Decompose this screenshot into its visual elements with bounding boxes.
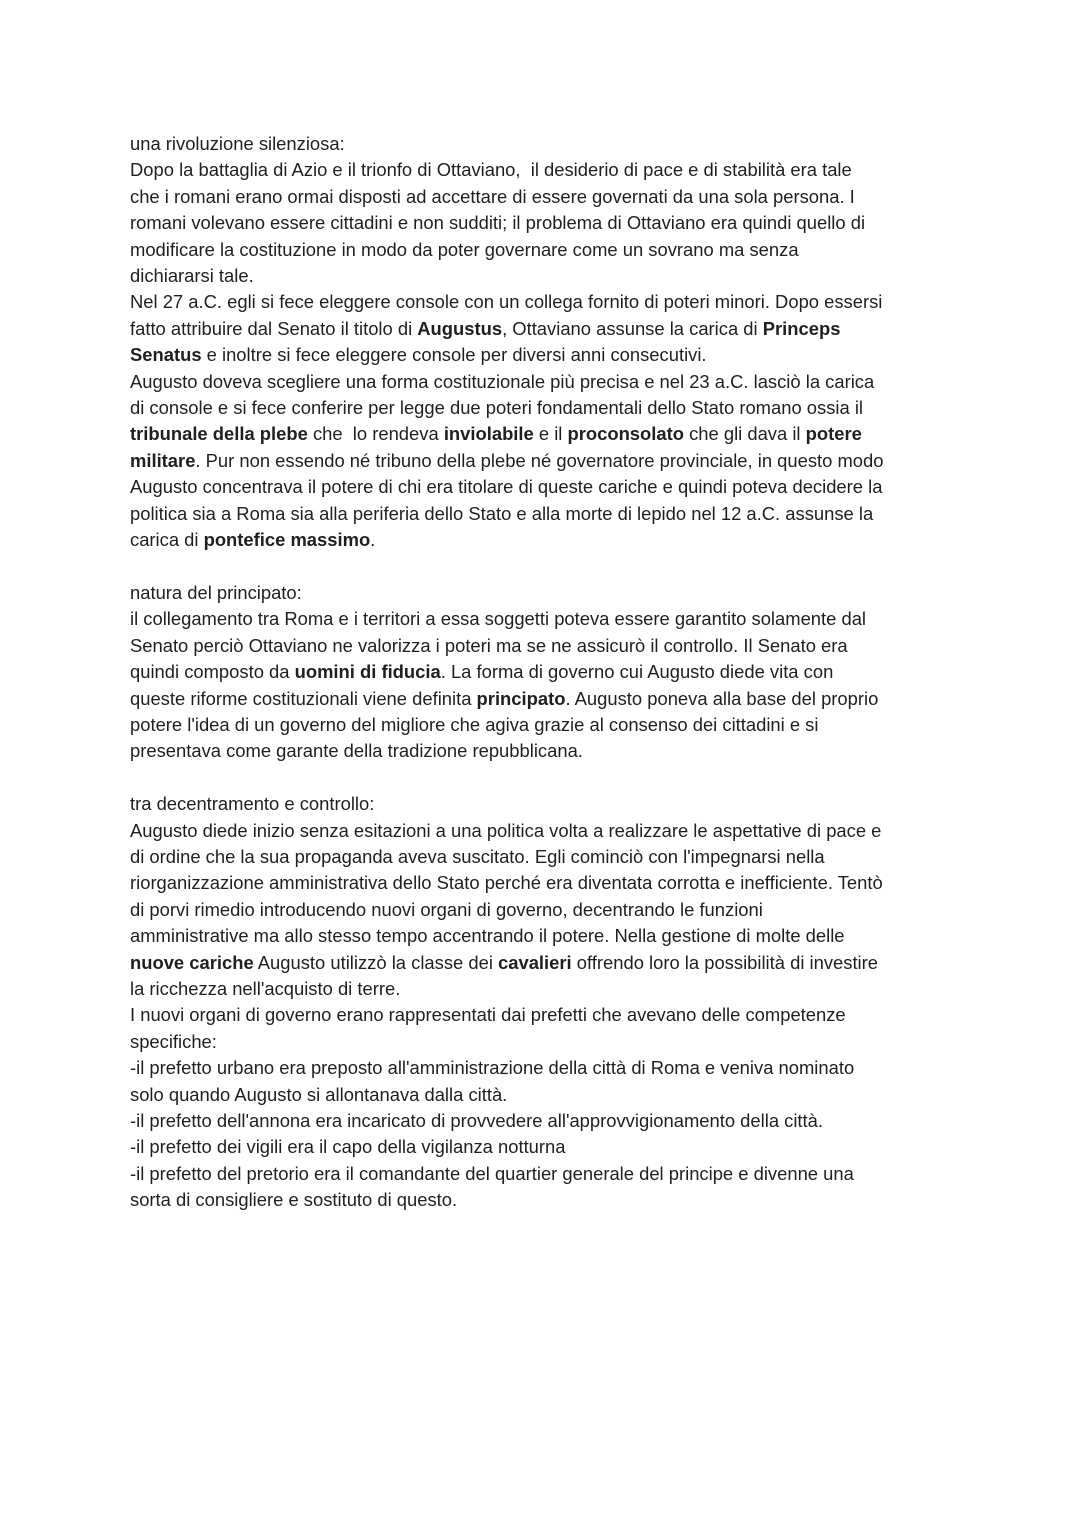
bold-term: cavalieri (498, 951, 572, 973)
text-line (130, 844, 960, 870)
text-segment: Augusto diede inizio senza esitazioni a una politica volta a realizzare le aspettative di pace e (130, 819, 882, 841)
text-segment: . (370, 529, 376, 551)
bold-term: Princeps (762, 317, 841, 339)
text-segment: politica sia a Roma sia alla periferia dello Stato e alla morte di lepido nel 12 a.C. assunse la (130, 502, 874, 524)
text-segment: solo quando Augusto si allontanava dalla città. (130, 1083, 508, 1105)
text-segment: romani volevano essere cittadini e non sudditi; il problema di Ottaviano era quindi quello di (130, 212, 866, 234)
text-segment: dichiararsi tale. (130, 265, 254, 287)
text-line (130, 738, 960, 764)
text-segment: tra decentramento e controllo: (130, 793, 375, 815)
text-line (130, 527, 960, 553)
text-line (130, 237, 960, 263)
text-segment: quindi composto da (130, 661, 295, 683)
text-segment: Senato perciò Ottaviano ne valorizza i poteri ma se ne assicurò il controllo. Il Senato era (130, 634, 848, 656)
text-line (130, 976, 960, 1002)
text-line (130, 1187, 960, 1213)
text-line (130, 421, 960, 447)
text-line (130, 474, 960, 500)
text-line (130, 210, 960, 236)
bold-term: proconsolato (567, 423, 684, 445)
bold-term: Senatus (130, 344, 202, 366)
text-line (130, 184, 960, 210)
bold-term: militare (130, 449, 196, 471)
text-line (130, 448, 960, 474)
text-line (130, 1108, 960, 1134)
text-line (130, 606, 960, 632)
text-line (130, 950, 960, 976)
text-segment: la ricchezza nell'acquisto di terre. (130, 977, 401, 999)
section-natura-del-principato (130, 580, 960, 765)
text-line (130, 342, 960, 368)
text-line (130, 659, 960, 685)
text-line (130, 712, 960, 738)
text-segment: amministrative ma allo stesso tempo accentrando il potere. Nella gestione di molte delle (130, 925, 845, 947)
section-rivoluzione-silenziosa (130, 131, 960, 554)
text-line (130, 1134, 960, 1160)
text-segment: , Ottaviano assunse la carica di (502, 317, 763, 339)
text-line (130, 686, 960, 712)
text-line (130, 395, 960, 421)
text-line (130, 316, 960, 342)
text-segment: queste riforme costituzionali viene definita (130, 687, 477, 709)
text-segment: specifiche: (130, 1030, 217, 1052)
text-line (130, 1082, 960, 1108)
text-line (130, 818, 960, 844)
text-segment: il collegamento tra Roma e i territori a essa soggetti poteva essere garantito solamente dal (130, 608, 867, 630)
text-line (130, 923, 960, 949)
text-segment: fatto attribuire dal Senato il titolo di (130, 317, 418, 339)
text-segment: che lo rendeva (307, 423, 444, 445)
bold-term: tribunale della plebe (130, 423, 308, 445)
bold-term: nuove cariche (130, 951, 254, 973)
text-segment: carica di (130, 529, 204, 551)
text-segment: Nel 27 a.C. egli si fece eleggere console con un collega fornito di poteri minori. Dopo essersi (130, 291, 883, 313)
text-line (130, 1161, 960, 1187)
text-line (130, 870, 960, 896)
text-line (130, 263, 960, 289)
text-segment: di console e si fece conferire per legge due poteri fondamentali dello Stato romano ossia il (130, 397, 863, 419)
text-segment: e il (533, 423, 568, 445)
text-segment: una rivoluzione silenziosa: (130, 133, 345, 154)
text-segment: I nuovi organi di governo erano rappresentati dai prefetti che avevano delle competenze (130, 1004, 846, 1026)
text-segment: Dopo la battaglia di Azio e il trionfo di Ottaviano, il desiderio di pace e di stabilità era tale (130, 159, 852, 181)
text-segment: potere l'idea di un governo del migliore che agiva grazie al consenso dei cittadini e si (130, 713, 819, 735)
text-segment: . Augusto poneva alla base del proprio (565, 687, 879, 709)
text-line (130, 633, 960, 659)
text-segment: presentava come garante della tradizione repubblicana. (130, 740, 583, 762)
text-segment: -il prefetto urbano era preposto all'amministrazione della città di Roma e veniva nominato (130, 1057, 855, 1079)
text-segment: sorta di consigliere e sostituto di questo. (130, 1189, 458, 1211)
text-segment: Augusto doveva scegliere una forma costituzionale più precisa e nel 23 a.C. lasciò la carica (130, 370, 875, 392)
bold-term: pontefice massimo (203, 529, 371, 551)
text-segment: natura del principato: (130, 581, 302, 603)
text-line (130, 501, 960, 527)
bold-term: potere (805, 423, 862, 445)
text-line (130, 1002, 960, 1028)
text-line (130, 897, 960, 923)
section-heading (130, 791, 960, 817)
text-segment: Augusto concentrava il potere di chi era titolare di queste cariche e quindi poteva decidere la (130, 476, 883, 498)
text-segment: -il prefetto dell'annona era incaricato di provvedere all'approvvigionamento della città. (130, 1110, 823, 1131)
text-line (130, 157, 960, 183)
text-segment: modificare la costituzione in modo da poter governare come un sovrano ma senza (130, 238, 799, 260)
text-segment: -il prefetto dei vigili era il capo della vigilanza notturna (130, 1136, 566, 1158)
text-segment: riorganizzazione amministrativa dello Stato perché era diventata corrotta e inefficiente. Tentò (130, 872, 883, 894)
text-segment: . La forma di governo cui Augusto diede vita con (440, 661, 834, 683)
text-segment: di ordine che la sua propaganda aveva suscitato. Egli cominciò con l'impegnarsi nella (130, 845, 825, 867)
text-line (130, 1029, 960, 1055)
bold-term: principato (476, 687, 566, 709)
text-line (130, 1055, 960, 1081)
bold-term: uomini di fiducia (294, 661, 441, 683)
bold-term: inviolabile (443, 423, 534, 445)
section-heading (130, 131, 960, 157)
text-segment: Augusto utilizzò la classe dei (253, 951, 499, 973)
text-line (130, 369, 960, 395)
text-segment: offrendo loro la possibilità di investire (571, 951, 878, 973)
text-segment: che gli dava il (683, 423, 806, 445)
document-page (130, 131, 960, 1240)
text-segment: e inoltre si fece eleggere console per diversi anni consecutivi. (201, 344, 707, 366)
section-decentramento-e-controllo (130, 791, 960, 1214)
section-heading (130, 580, 960, 606)
text-line (130, 289, 960, 315)
text-segment: -il prefetto del pretorio era il comandante del quartier generale del principe e divenne una (130, 1162, 854, 1184)
bold-term: Augustus (417, 317, 503, 339)
text-segment: . Pur non essendo né tribuno della plebe né governatore provinciale, in questo modo (195, 449, 884, 471)
text-segment: che i romani erano ormai disposti ad accettare di essere governati da una sola persona. I (130, 185, 855, 207)
text-segment: di porvi rimedio introducendo nuovi organi di governo, decentrando le funzioni (130, 898, 763, 920)
